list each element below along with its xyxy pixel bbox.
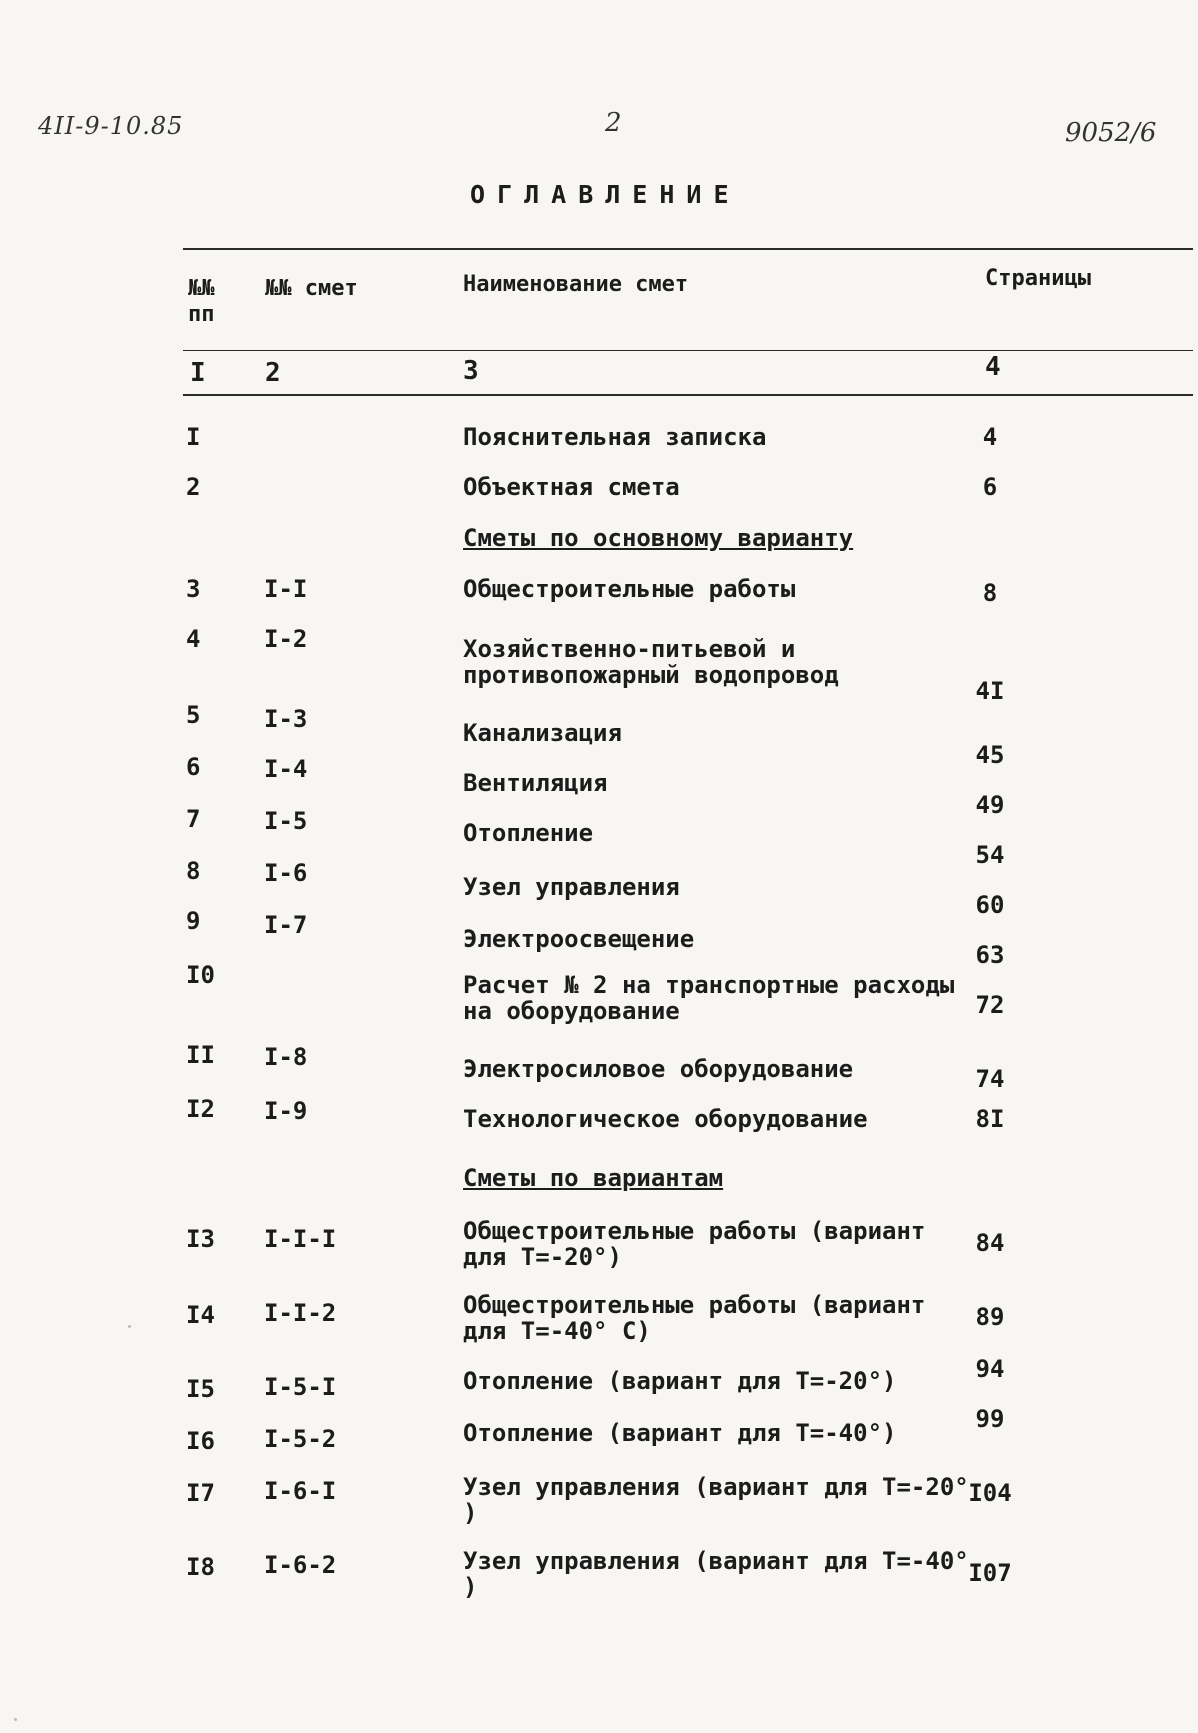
row-name: Узел управления	[463, 873, 680, 901]
column-number-4: 4	[985, 352, 1001, 382]
row-name: Пояснительная записка	[463, 423, 767, 451]
row-smet: I-I-2	[264, 1299, 337, 1327]
row-smet: I-2	[264, 625, 308, 653]
row-page: I07	[968, 1559, 1012, 1587]
row-pp: 3	[186, 575, 201, 603]
row-smet: I-6	[264, 859, 308, 887]
row-smet: I-3	[264, 705, 308, 733]
row-page: 8I	[975, 1105, 1005, 1133]
row-pp: I	[186, 423, 201, 451]
row-pp: I0	[186, 961, 215, 989]
scan-speck	[128, 1325, 131, 1328]
scan-speck	[14, 1718, 17, 1721]
row-pp: I6	[186, 1427, 215, 1455]
row-pp: 6	[186, 753, 201, 781]
document-code: 4II-9-10.85	[38, 112, 184, 140]
header-col-pages: Страницы	[985, 266, 1091, 291]
column-number-2: 2	[265, 358, 281, 388]
row-smet: I-6-I	[264, 1477, 337, 1505]
section-heading-variants: Сметы по вариантам	[463, 1164, 724, 1192]
row-pp: 4	[186, 625, 201, 653]
row-smet: I-5-I	[264, 1373, 337, 1401]
header-col-pp: №№ пп	[188, 276, 215, 327]
header-col-name: Наименование смет	[463, 272, 689, 297]
row-name: Узел управления (вариант для Т=-20° )	[463, 1473, 969, 1527]
row-page: 60	[975, 891, 1005, 919]
row-pp: I4	[186, 1301, 215, 1329]
row-page: 89	[975, 1303, 1005, 1331]
row-pp: I3	[186, 1225, 215, 1253]
header-bottom-rule	[183, 394, 1193, 396]
row-page: 74	[975, 1065, 1005, 1093]
row-name: Хозяйственно-питьевой и противопожарный водопровод	[463, 635, 839, 689]
column-number-1: I	[190, 358, 206, 388]
row-smet: I-6-2	[264, 1551, 337, 1579]
row-smet: I-8	[264, 1043, 308, 1071]
row-pp: I5	[186, 1375, 215, 1403]
row-pp: 5	[186, 701, 201, 729]
row-pp: 2	[186, 473, 201, 501]
page-number: 2	[605, 108, 622, 138]
row-page: 63	[975, 941, 1005, 969]
header-divider-rule	[183, 350, 1193, 351]
row-name: Объектная смета	[463, 473, 680, 501]
row-name: Расчет № 2 на транспортные расходы на оборудование	[463, 971, 955, 1025]
row-pp: I8	[186, 1553, 215, 1581]
row-smet: I-I-I	[264, 1225, 337, 1253]
row-smet: I-4	[264, 755, 308, 783]
row-name: Канализация	[463, 719, 622, 747]
row-page: 45	[975, 741, 1005, 769]
section-heading-main: Сметы по основному варианту	[463, 524, 854, 552]
row-smet: I-I	[264, 575, 308, 603]
row-smet: I-7	[264, 911, 308, 939]
row-page: 94	[975, 1355, 1005, 1383]
row-name: Отопление (вариант для Т=-40°)	[463, 1419, 897, 1447]
row-pp: II	[186, 1041, 215, 1069]
row-pp: 8	[186, 857, 201, 885]
row-name: Технологическое оборудование	[463, 1105, 868, 1133]
row-smet: I-5-2	[264, 1425, 337, 1453]
row-pp: 9	[186, 907, 201, 935]
row-name: Общестроительные работы (вариант для Т=-40° С)	[463, 1291, 926, 1345]
row-name: Узел управления (вариант для Т=-40° )	[463, 1547, 969, 1601]
row-page: 54	[975, 841, 1005, 869]
row-page: 49	[975, 791, 1005, 819]
row-pp: I7	[186, 1479, 215, 1507]
row-page: 8	[982, 579, 998, 607]
row-name: Общестроительные работы (вариант для Т=-20°)	[463, 1217, 926, 1271]
table-top-rule	[183, 248, 1193, 250]
row-name: Отопление	[463, 819, 594, 847]
row-smet: I-9	[264, 1097, 308, 1125]
row-page: 99	[975, 1405, 1005, 1433]
row-page: 84	[975, 1229, 1005, 1257]
row-pp: I2	[186, 1095, 215, 1123]
row-name: Вентиляция	[463, 769, 608, 797]
row-name: Отопление (вариант для Т=-20°)	[463, 1367, 897, 1395]
page-title: ОГЛАВЛЕНИЕ	[470, 180, 741, 209]
row-name: Электроосвещение	[463, 925, 695, 953]
row-pp: 7	[186, 805, 201, 833]
column-number-3: 3	[463, 356, 479, 386]
header-col-smet: №№ смет	[265, 276, 358, 301]
row-page: 6	[982, 473, 998, 501]
row-name: Общестроительные работы	[463, 575, 796, 603]
row-page: I04	[968, 1479, 1012, 1507]
sheet-reference: 9052/6	[1065, 118, 1157, 148]
row-name: Электросиловое оборудование	[463, 1055, 854, 1083]
row-page: 4	[982, 423, 998, 451]
row-page: 72	[975, 991, 1005, 1019]
row-smet: I-5	[264, 807, 308, 835]
row-page: 4I	[975, 677, 1005, 705]
